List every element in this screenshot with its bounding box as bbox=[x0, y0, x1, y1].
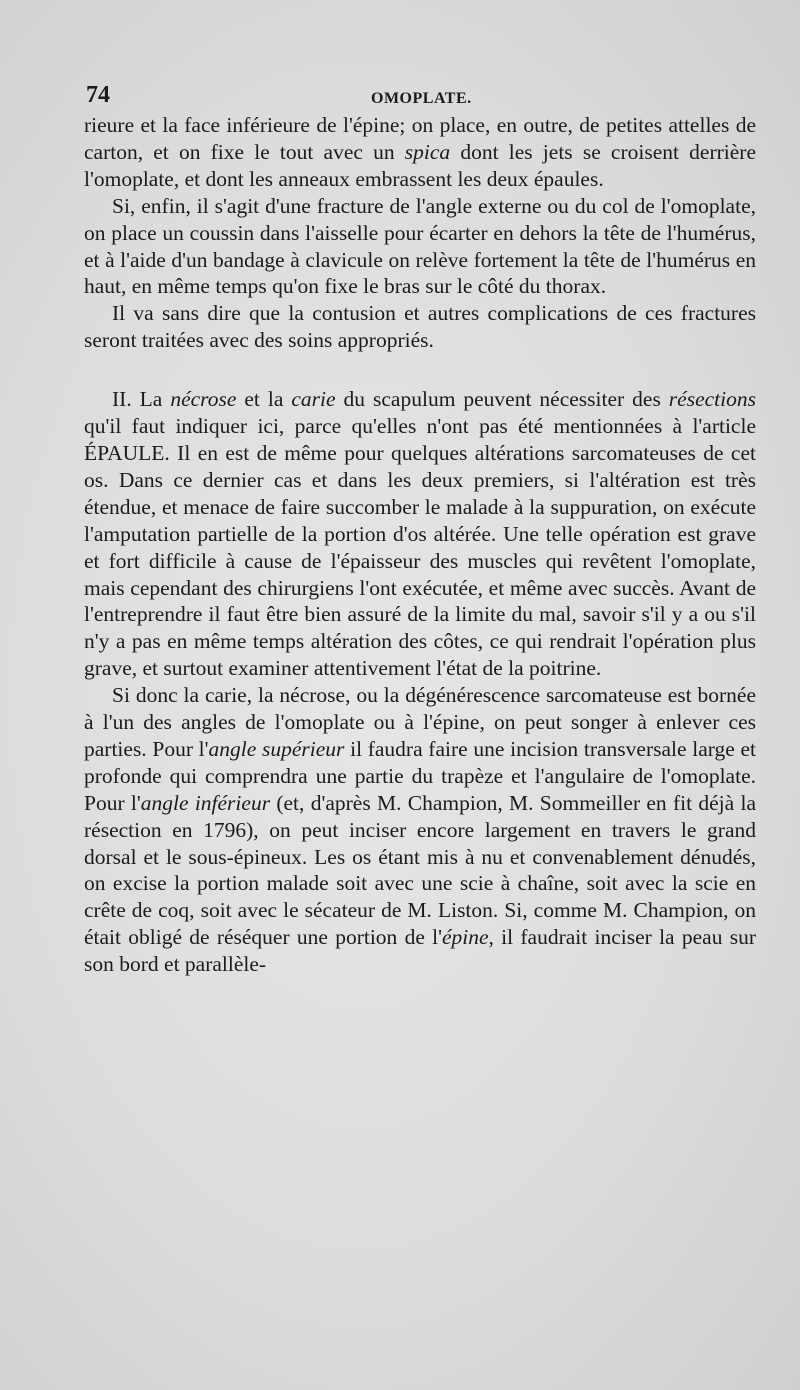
text-run: Si donc la carie, la nécrose, ou la dégénérescence sarcomateuse est bornée à l'un des angles de l'omoplate ou à l'épine, on peut songer à enlever ces parties. Pour l' bbox=[84, 683, 756, 761]
italic-text-run: nécrose bbox=[170, 387, 237, 412]
italic-text-run: résections bbox=[668, 387, 756, 412]
paragraph-fracture-angle-externe bbox=[84, 193, 756, 301]
page-header bbox=[86, 82, 756, 116]
italic-text-run: épine bbox=[441, 925, 489, 950]
paragraph-contusion bbox=[84, 300, 756, 354]
text-run: du scapulum peuvent nécessiter des bbox=[335, 387, 669, 412]
italic-text-run: angle inférieur bbox=[140, 790, 271, 815]
running-title: OMOPLATE. bbox=[371, 90, 472, 107]
italic-text-run: angle supérieur bbox=[208, 736, 345, 761]
text-run: II. La bbox=[112, 387, 171, 412]
paragraph-resection-angles bbox=[84, 682, 756, 978]
italic-text-run: spica bbox=[404, 139, 451, 164]
italic-text-run: carie bbox=[291, 387, 336, 412]
text-run: dont les jets se croisent derrière l'omoplate, et dont les anneaux embrassent les deux épaules. bbox=[84, 139, 756, 191]
body-text bbox=[84, 112, 756, 978]
text-run: Si, enfin, il s'agit d'une fracture de l'angle externe ou du col de l'omoplate, on place un coussin dans l'aisselle pour écarter en dehors la tête de l'humérus, et à l'aide d'un bandage à clavicule on relève fortement la tête de l'humérus en haut, en même temps qu'on fixe le bras sur le côté du thorax. bbox=[84, 193, 756, 299]
text-run: qu'il faut indiquer ici, parce qu'elles n'ont pas été mentionnées à l'article ÉPAULE. Il en est de même pour quelques altérations sarcomateuses de cet os. Dans ce dernier cas et dans les deux premiers, si l'altération est très étendue, et menace de faire succomber le malade à la suppuration, on exécute l'amputation partielle de la portion d'os altérée. Une telle opération est grave et fort difficile à cause de l'épaisseur des muscles qui revêtent l'omoplate, mais cependant des chirurgiens l'ont exécutée, et même avec succès. Avant de l'entreprendre il faut être bien assuré de la limite du mal, savoir s'il y a ou s'il n'y a pas en même temps altération des côtes, ce qui rendrait l'opération plus grave, et surtout examiner attentivement l'état de la poitrine. bbox=[84, 414, 756, 681]
text-run: il faudra faire une incision transversale large et profonde qui comprendra une partie du trapèze et l'angulaire de l'omoplate. Pour l' bbox=[84, 736, 757, 815]
text-run: (et, d'après M. Champion, M. Sommeiller en fit déjà la résection en 1796), on peut inciser encore largement en travers le grand dorsal et le sous-épineux. Les os étant mis à nu et convenablement dénudés, on excise la portion malade soit avec une scie à chaîne, soit avec la scie en crête de coq, soit avec le sécateur de M. Liston. Si, comme M. Champion, on était obligé de réséquer une portion de l' bbox=[84, 790, 756, 950]
text-run: Il va sans dire que la contusion et autres complications de ces fractures seront traitées avec des soins appropriés. bbox=[84, 301, 756, 353]
paragraph-necrose-carie bbox=[84, 386, 756, 682]
text-run: , il faudrait inciser la peau sur son bord et parallèle- bbox=[84, 925, 756, 977]
text-run: et la bbox=[236, 387, 292, 412]
paragraph-fracture-spica bbox=[84, 112, 756, 193]
text-run: rieure et la face inférieure de l'épine; on place, en outre, de petites attelles de carton, et on fixe le tout avec un bbox=[84, 113, 756, 164]
page-number: 74 bbox=[86, 82, 110, 108]
